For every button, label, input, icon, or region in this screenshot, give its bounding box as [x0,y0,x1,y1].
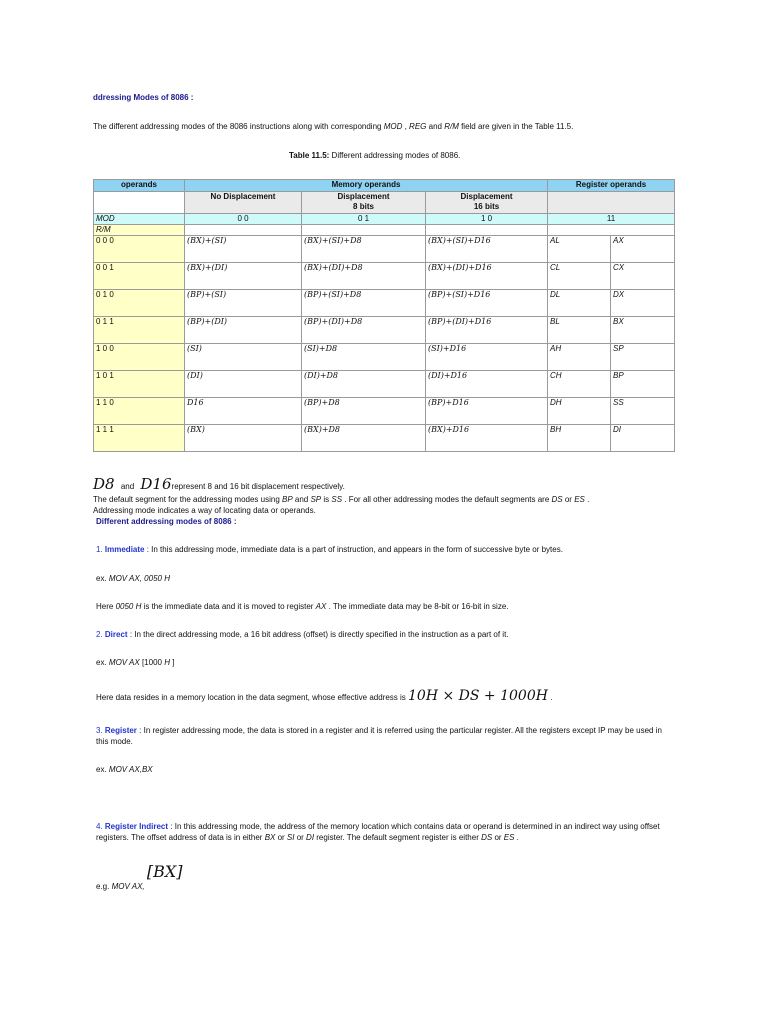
disp8-line1: Displacement [337,192,390,201]
example-code: MOV AX, 0050 H [108,574,170,583]
header-disp-16 [426,192,548,214]
register-16bit: BX [611,317,675,344]
caption-text: Different addressing modes of 8086. [329,151,461,160]
table-caption [289,151,460,160]
register-16bit: BP [611,371,675,398]
rm-code: 0 0 1 [94,263,185,290]
seg-bp: BP [282,495,293,504]
reg-indirect-text2: register. The default segment register is either [314,833,482,842]
no-displacement-expr: (BX)+(DI) [185,263,302,290]
rm-code: 1 1 0 [94,398,185,425]
reg-or: or [492,833,504,842]
reg-indirect-num: 4. [96,822,105,831]
disp16-expr: (BX)+D16 [426,425,548,452]
example-code: MOV AX,BX [108,765,153,774]
disp8-expr: (DI)+D8 [302,371,426,398]
seg-mid: . For all other addressing modes the default segments are [342,495,552,504]
register-8bit: DL [548,290,611,317]
register-8bit: CL [548,263,611,290]
direct-example [96,658,174,667]
register-16bit: SP [611,344,675,371]
example-code: MOV AX [108,658,140,667]
rm-blank [548,225,675,236]
disp16-expr: (BP)+D16 [426,398,548,425]
disp8-expr: (BP)+(SI)+D8 [302,290,426,317]
page-heading: ddressing Modes of 8086 : [93,93,194,102]
table-row [94,425,675,452]
immediate-example [96,574,170,583]
register-text: : In register addressing mode, the data is stored in a register and it is referred using the particular register. All the registers except IP may be used in this mode. [96,726,662,746]
default-segment-text [93,495,589,504]
reg-or: or [294,833,307,842]
here-reg: AX [315,602,327,611]
disp8-expr: (BX)+D8 [302,425,426,452]
intro-paragraph [93,122,573,131]
example-prefix: e.g. [96,882,112,891]
example-prefix: ex. [96,574,109,583]
direct-text: : In the direct addressing mode, a 16 bit address (offset) is directly specified in the instruction as a part of it. [127,630,509,639]
disp16-expr: (DI)+D16 [426,371,548,398]
register-8bit: DH [548,398,611,425]
seg-sp: SP [310,495,322,504]
seg-or: or [562,495,575,504]
effective-address-formula: 10H × DS + 1000H [408,688,548,704]
register-16bit: AX [611,236,675,263]
table-row [94,263,675,290]
direct-num: 2. [96,630,105,639]
example-code: MOV AX, [111,882,145,891]
intro-and: and [426,122,445,131]
register-paragraph [96,725,671,747]
no-displacement-expr: (SI) [185,344,302,371]
no-displacement-expr: D16 [185,398,302,425]
disp16-expr: (BX)+(SI)+D16 [426,236,548,263]
disp16-line2: 16 bits [473,202,500,211]
seg-es: ES [574,495,585,504]
register-16bit: DX [611,290,675,317]
immediate-title: Immediate [104,545,145,554]
reg-ds: DS [481,833,493,842]
register-indirect-paragraph [96,821,676,843]
note-and: and [120,482,135,491]
disp8-expr: (BX)+(SI)+D8 [302,236,426,263]
intro-reg: REG [409,122,427,131]
register-8bit: AL [548,236,611,263]
header-register-blank [548,192,675,214]
example-close: ] [169,658,175,667]
formula-end: . [547,693,553,702]
rm-code: 0 0 0 [94,236,185,263]
addressing-modes-table [93,179,675,452]
register-8bit: AH [548,344,611,371]
seg-is: is [321,495,332,504]
here-post: . The immediate data may be 8-bit or 16-bit in size. [326,602,509,611]
reg-bx: BX [264,833,276,842]
register-16bit: DI [611,425,675,452]
table-row [94,344,675,371]
seg-end: . [584,495,590,504]
rm-blank [185,225,302,236]
reg-indirect-title: Register Indirect [104,822,169,831]
immediate-explanation [96,602,509,611]
caption-label: Table 11.5: [289,151,330,160]
header-no-displacement: No Displacement [185,192,302,214]
reg-indirect-text1: : In this addressing mode, the address of the memory location which contains data or operand is determined in an indirect way using offset registers. The offset address of data is in either [96,822,660,842]
disp8-expr: (BP)+D8 [302,398,426,425]
header-blank [94,192,185,214]
disp16-expr: (BP)+(SI)+D16 [426,290,548,317]
table-row [94,371,675,398]
disp16-expr: (BP)+(DI)+D16 [426,317,548,344]
example-formula: [BX] [146,862,183,881]
mod-label: MOD [94,214,185,225]
intro-text: The different addressing modes of the 8086 instructions along with corresponding [93,122,384,131]
disp16-expr: (SI)+D16 [426,344,548,371]
seg-pre: The default segment for the addressing modes using [93,495,282,504]
displacement-note [93,475,345,493]
register-8bit: CH [548,371,611,398]
register-num: 3. [96,726,105,735]
example-prefix: ex. [96,765,109,774]
intro-sep: , [402,122,410,131]
header-register-operands: Register operands [548,180,675,192]
here-pre: Here [96,602,116,611]
direct-here-text: Here data resides in a memory location in the data segment, whose effective address is [96,693,409,702]
header-operands: operands [94,180,185,192]
addressing-mode-definition: Addressing mode indicates a way of locating data or operands. [93,506,316,515]
intro-post: field are given in the Table 11.5. [458,122,574,131]
rm-code: 0 1 0 [94,290,185,317]
register-example [96,765,153,774]
table-row [94,398,675,425]
register-16bit: SS [611,398,675,425]
seg-ds: DS [551,495,563,504]
mod-value: 11 [548,214,675,225]
header-disp-8 [302,192,426,214]
rm-blank [302,225,426,236]
immediate-text: : In this addressing mode, immediate data is a part of instruction, and appears in the form of successive byte or bytes. [144,545,563,554]
reg-or: or [275,833,287,842]
register-16bit: CX [611,263,675,290]
seg-ss: SS [331,495,343,504]
disp8-expr: (BX)+(DI)+D8 [302,263,426,290]
table-row [94,317,675,344]
rm-label: R/M [94,225,185,236]
disp16-expr: (BX)+(DI)+D16 [426,263,548,290]
register-indirect-example [96,862,183,891]
no-displacement-expr: (BX) [185,425,302,452]
immediate-num: 1. [96,545,105,554]
rm-blank [426,225,548,236]
no-displacement-expr: (BP)+(SI) [185,290,302,317]
rm-code: 1 1 1 [94,425,185,452]
mod-value: 0 0 [185,214,302,225]
disp8-expr: (BP)+(DI)+D8 [302,317,426,344]
intro-mod: MOD [383,122,403,131]
no-displacement-expr: (BP)+(DI) [185,317,302,344]
seg-and: and [292,495,311,504]
reg-si: SI [286,833,295,842]
register-8bit: BL [548,317,611,344]
table-row [94,290,675,317]
here-mid: is the immediate data and it is moved to register [141,602,316,611]
d8-symbol: D8 [93,475,115,493]
header-memory-operands: Memory operands [185,180,548,192]
rm-code: 1 0 0 [94,344,185,371]
no-displacement-expr: (BX)+(SI) [185,236,302,263]
table-row [94,236,675,263]
reg-di: DI [306,833,315,842]
example-bracket: [1000 [139,658,165,667]
rm-code: 0 1 1 [94,317,185,344]
disp8-line2: 8 bits [353,202,374,211]
here-code: 0050 H [115,602,142,611]
note-represent: represent 8 and 16 bit displacement respectively. [171,482,345,491]
reg-end: . [514,833,519,842]
sub-heading: Different addressing modes of 8086 : [96,517,237,526]
rm-code: 1 0 1 [94,371,185,398]
intro-rm: R/M [444,122,459,131]
d16-symbol: D16 [140,475,172,493]
disp16-line1: Displacement [460,192,513,201]
no-displacement-expr: (DI) [185,371,302,398]
register-8bit: BH [548,425,611,452]
reg-es: ES [503,833,515,842]
mod-value: 0 1 [302,214,426,225]
example-prefix: ex. [96,658,109,667]
example-h: H [164,658,170,667]
disp8-expr: (SI)+D8 [302,344,426,371]
direct-paragraph [96,630,676,639]
immediate-paragraph [96,545,676,554]
direct-explanation [96,688,552,704]
register-title: Register [104,726,137,735]
direct-title: Direct [104,630,128,639]
mod-value: 1 0 [426,214,548,225]
